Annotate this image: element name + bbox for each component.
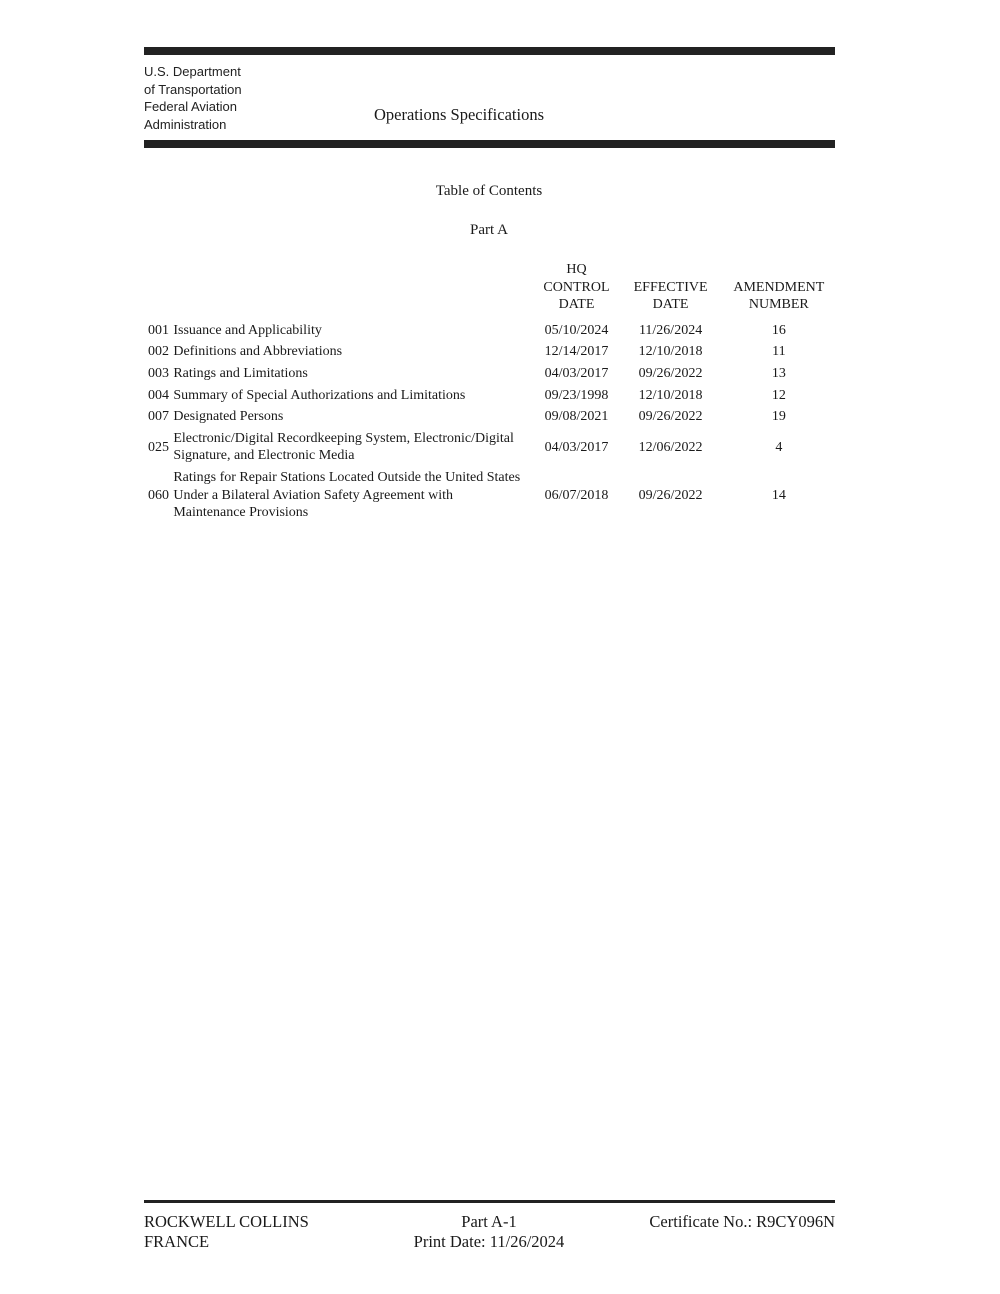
title-column-header xyxy=(173,261,534,320)
company-line: FRANCE xyxy=(144,1232,210,1251)
row-title: Issuance and Applicability xyxy=(173,322,322,338)
row-number: 025 xyxy=(148,439,169,455)
row-hq-control-date: 06/07/2018 xyxy=(544,487,609,503)
row-title: Ratings and Limitations xyxy=(173,365,308,381)
page-number: Part A-1 xyxy=(461,1212,517,1231)
row-effective-date: 11/26/2024 xyxy=(638,322,703,338)
row-effective-date: 12/06/2022 xyxy=(638,439,703,455)
part-title: Part A xyxy=(470,222,508,238)
row-hq-control-date: 12/14/2017 xyxy=(544,344,609,360)
agency-line: of Transportation xyxy=(144,81,242,97)
row-number: 001 xyxy=(148,322,169,338)
num-column-header xyxy=(144,261,173,320)
row-effective-date: 09/26/2022 xyxy=(638,487,703,503)
row-amendment-number: 14 xyxy=(771,487,786,503)
row-title: Electronic/Digital Recordkeeping System, Electronic/Digital Signature, and Electronic Media xyxy=(173,430,514,464)
row-effective-date: 12/10/2018 xyxy=(638,344,703,360)
row-hq-control-date: 05/10/2024 xyxy=(544,322,609,338)
row-title: Definitions and Abbreviations xyxy=(173,344,343,360)
row-number: 007 xyxy=(148,409,169,425)
toc-row xyxy=(144,467,835,524)
footer-certificate xyxy=(600,1212,835,1232)
header-bottom-rule xyxy=(144,140,835,148)
footer-page-info xyxy=(389,1212,589,1252)
toc-row xyxy=(144,363,835,385)
toc-header-row xyxy=(144,261,835,320)
row-amendment-number: 12 xyxy=(771,387,786,403)
row-hq-control-date: 04/03/2017 xyxy=(544,365,609,381)
row-title: Summary of Special Authorizations and Limitations xyxy=(173,387,466,403)
row-title: Ratings for Repair Stations Located Outside the United States Under a Bilateral Aviation Safety Agreement with Maintenance Provisions xyxy=(173,469,521,521)
amendment-number-header: AMENDMENT NUMBER xyxy=(733,279,825,313)
row-number: 004 xyxy=(148,387,169,403)
footer-rule xyxy=(144,1200,835,1203)
row-amendment-number: 19 xyxy=(771,409,786,425)
toc-row xyxy=(144,406,835,428)
agency-line: Federal Aviation xyxy=(144,99,237,115)
row-hq-control-date: 09/08/2021 xyxy=(544,409,609,425)
row-amendment-number: 4 xyxy=(775,439,783,455)
agency-name xyxy=(144,63,274,133)
print-date: Print Date: 11/26/2024 xyxy=(413,1232,565,1251)
toc-title: Table of Contents xyxy=(435,183,543,199)
row-effective-date: 09/26/2022 xyxy=(638,365,703,381)
hq-control-date-header: HQ CONTROL DATE xyxy=(543,262,610,313)
toc-row xyxy=(144,341,835,363)
row-effective-date: 09/26/2022 xyxy=(638,409,703,425)
row-number: 002 xyxy=(148,344,169,360)
toc-row xyxy=(144,320,835,342)
toc-row xyxy=(144,385,835,407)
row-title: Designated Persons xyxy=(173,409,284,425)
agency-line: Administration xyxy=(144,116,227,132)
row-hq-control-date: 09/23/1998 xyxy=(544,387,609,403)
row-amendment-number: 11 xyxy=(772,344,786,360)
footer-company xyxy=(144,1212,364,1252)
toc-table xyxy=(144,261,835,524)
document-title: Operations Specifications xyxy=(374,105,544,124)
agency-line: U.S. Department xyxy=(144,64,241,79)
company-line: ROCKWELL COLLINS xyxy=(144,1212,309,1231)
toc-row xyxy=(144,428,835,467)
row-amendment-number: 16 xyxy=(771,322,786,338)
header-top-rule xyxy=(144,47,835,55)
row-number: 003 xyxy=(148,365,169,381)
effective-date-header: EFFECTIVE DATE xyxy=(633,279,708,313)
row-amendment-number: 13 xyxy=(771,365,786,381)
certificate-number: Certificate No.: R9CY096N xyxy=(649,1212,835,1231)
row-effective-date: 12/10/2018 xyxy=(638,387,703,403)
row-number: 060 xyxy=(148,487,169,503)
row-hq-control-date: 04/03/2017 xyxy=(544,439,609,455)
